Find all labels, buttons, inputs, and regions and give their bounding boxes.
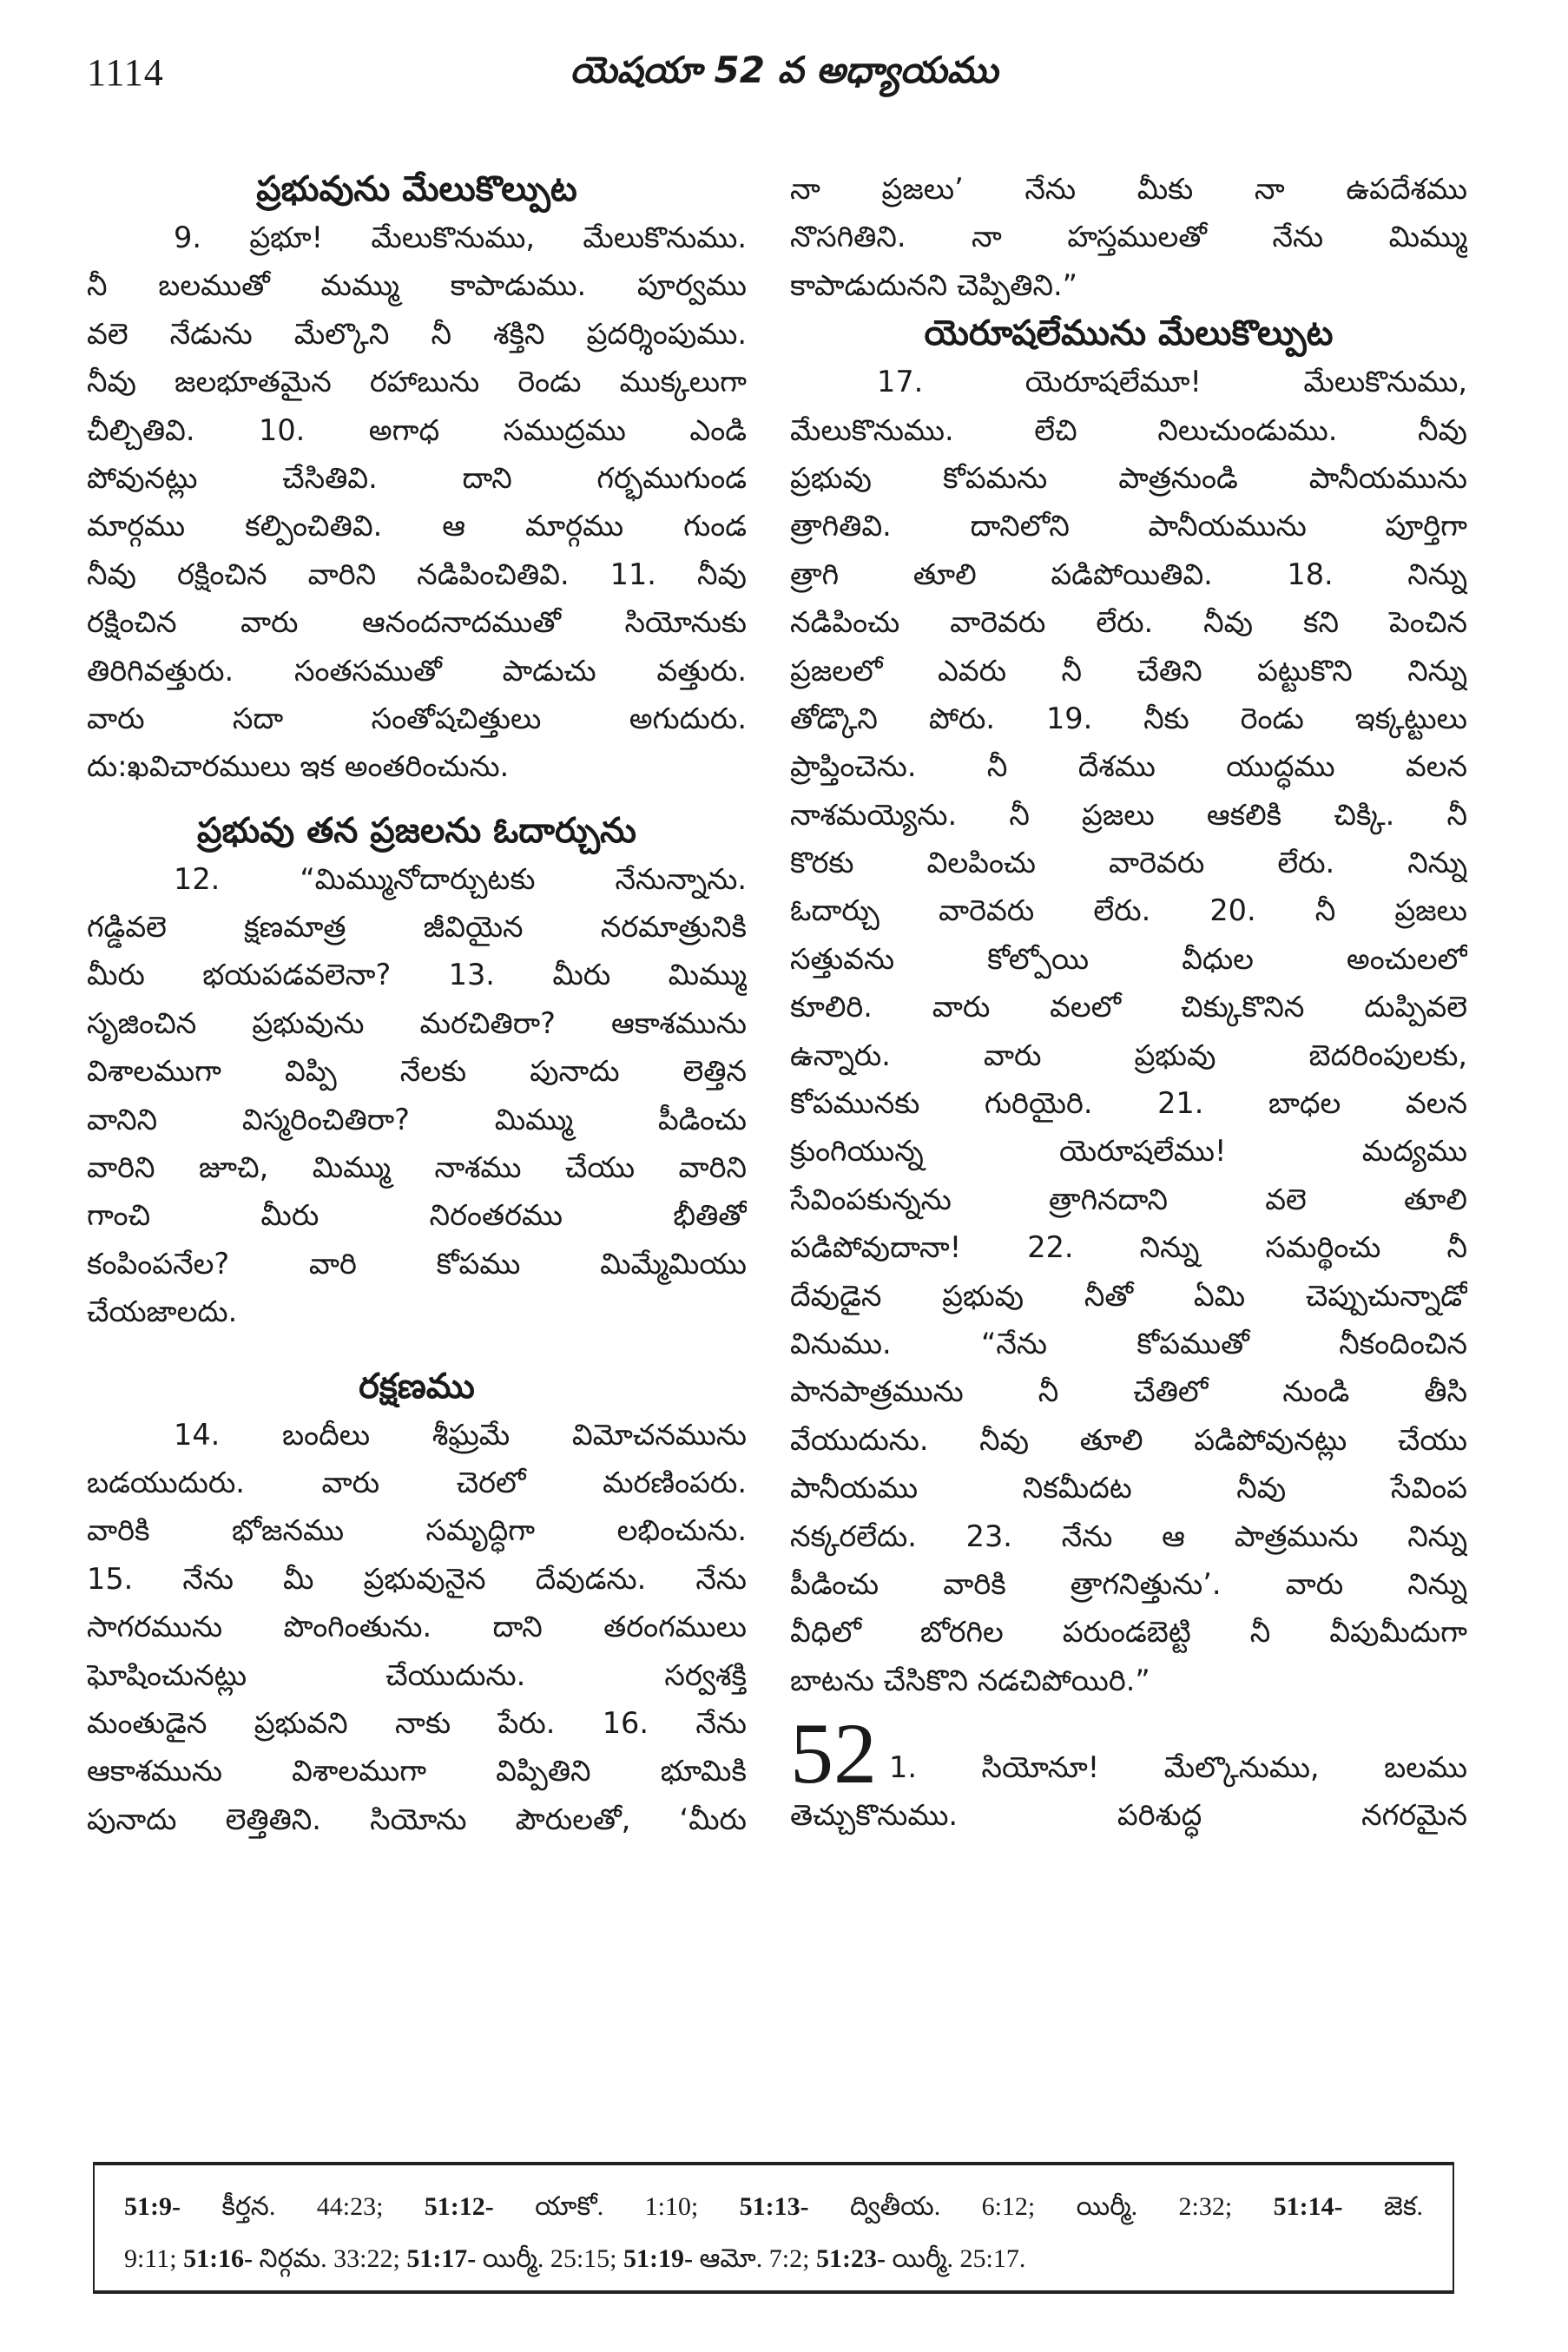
text-line: విశాలముగా విప్పి నేలకు పునాదు లెత్తిన <box>87 1054 747 1089</box>
text-line: 12. “మిమ్మునోదార్చుటకు నేనున్నాను. <box>174 861 747 896</box>
text-line: 14. బందీలు శీఘ్రమే విమోచనమును <box>174 1417 747 1452</box>
text-block <box>87 855 747 1336</box>
section-heading: ప్రభువును మేలుకొల్పుట <box>256 169 577 209</box>
text-line: ఓదార్చు వారెవరు లేరు. 20. నీ ప్రజలు <box>790 893 1467 928</box>
text-line: తిరిగివత్తురు. సంతసముతో పాడుచు వత్తురు. <box>87 653 747 688</box>
text-line: గడ్డివలె క్షణమాత్ర జీవియైన నరమాత్రునికి <box>87 910 747 945</box>
text-line: బడయుదురు. వారు చెరలో మరణింపరు. <box>87 1465 747 1499</box>
verse-reference: 51:16- <box>183 2244 254 2273</box>
text-line: దేవుడైన ప్రభువు నీతో ఏమి చెప్పుచున్నాడో <box>790 1278 1467 1313</box>
text-block <box>790 358 1467 1704</box>
text-line: పునాదు లెత్తితిని. సియోను పౌరులతో, ‘మీరు <box>87 1802 747 1836</box>
text-line: మార్గము కల్పించితివి. ఆ మార్గము గుండ <box>87 509 747 544</box>
reference-text: యాకో. 1:10; <box>493 2192 740 2221</box>
text-line: సేవింపకున్నను త్రాగినదాని వలె తూలి <box>790 1182 1467 1216</box>
verse-reference: 51:19- <box>623 2244 693 2273</box>
text-line: కంపింపనేల? వారి కోపము మిమ్మేమియు <box>87 1246 747 1281</box>
verse-reference: 51:12- <box>424 2192 494 2221</box>
text-line: పానీయము నికమీదట నీవు సేవింప <box>790 1471 1467 1505</box>
running-title: యెషయా 52 వ అధ్యాయము <box>570 49 998 91</box>
text-line: వానిని విస్మరించితిరా? మిమ్ము పీడించు <box>87 1102 747 1136</box>
chapter-start <box>790 1705 1467 1802</box>
section-heading: ప్రభువు తన ప్రజలను ఓదార్చును <box>197 810 636 851</box>
text-line: 9. ప్రభూ! మేలుకొనుము, మేలుకొనుము. <box>174 221 747 254</box>
text-line: నడిపించు వారెవరు లేరు. నీవు కని పెంచిన <box>790 605 1467 640</box>
text-line: పానపాత్రమును నీ చేతిలో నుండి తీసి <box>790 1374 1467 1409</box>
reference-text: 9:11; <box>124 2244 184 2273</box>
text-line: పోవునట్లు చేసితివి. దాని గర్భముగుండ <box>87 460 747 495</box>
verse-reference: 51:17- <box>406 2244 477 2273</box>
reference-text: నిర్గమ. 33:22; <box>253 2244 407 2273</box>
text-line: 15. నేను మీ ప్రభువునైన దేవుడను. నేను <box>87 1561 747 1596</box>
text-line: నాశమయ్యెను. నీ ప్రజలు ఆకలికి చిక్కి. నీ <box>790 797 1467 832</box>
text-block <box>87 1411 747 1844</box>
text-block <box>790 1791 1467 1839</box>
chapter-number: 52 <box>790 1705 877 1802</box>
text-line: రక్షించిన వారు ఆనందనాదముతో సియోనుకు <box>87 605 747 640</box>
text-line: ఉన్నారు. వారు ప్రభువు బెదరింపులకు, <box>790 1038 1467 1072</box>
reference-text: ఆమో. 7:2; <box>692 2244 816 2273</box>
text-line: వలె నేడును మేల్కొని నీ శక్తిని ప్రదర్శింపుము. <box>87 316 747 351</box>
text-line: ఘోషించునట్లు చేయుదును. సర్వశక్తి <box>87 1657 747 1692</box>
text-line: నీవు జలభూతమైన రహాబును రెండు ముక్కలుగా <box>87 365 747 399</box>
section-heading: రక్షణము <box>359 1366 475 1407</box>
text-line: చేయజాలదు. <box>87 1295 238 1329</box>
text-block <box>87 214 747 791</box>
text-line: గాంచి మీరు నిరంతరము భీతితో <box>87 1198 747 1233</box>
text-line: ప్రజలలో ఎవరు నీ చేతిని పట్టుకొని నిన్ను <box>790 653 1467 688</box>
reference-text: యిర్మీ. 25:15; <box>476 2244 623 2273</box>
text-line: పీడించు వారికి త్రాగనిత్తును’. వారు నిన్ను <box>790 1566 1467 1601</box>
text-line: నా ప్రజలు’ నేను మీకు నా ఉపదేశము <box>790 172 1467 206</box>
footnote-line <box>124 2181 1423 2233</box>
verse-reference: 51:23- <box>815 2244 886 2273</box>
right-column <box>790 165 1467 1840</box>
text-line: త్రాగితివి. దానిలోని పానీయమును పూర్తిగా <box>790 509 1467 544</box>
text-line: తోడ్కొని పోరు. 19. నీకు రెండు ఇక్కట్టులు <box>790 701 1467 735</box>
text-line: దు:ఖవిచారములు ఇక అంతరించును. <box>87 749 510 784</box>
text-line: వేయుదును. నీవు తూలి పడిపోవునట్లు చేయు <box>790 1422 1467 1457</box>
text-line: చీల్చితివి. 10. అగాధ సముద్రము ఎండి <box>87 412 747 447</box>
cross-reference-box <box>93 2162 1454 2294</box>
text-line: పడిపోవుదానా! 22. నిన్ను సమర్థించు నీ <box>790 1230 1467 1265</box>
text-line: ప్రాప్తించెను. నీ దేశము యుద్ధము వలన <box>790 749 1467 784</box>
footnote-line <box>124 2233 1423 2285</box>
left-column <box>87 165 747 1843</box>
text-line: కాపాడుదునని చెప్పితిని.” <box>790 267 1077 302</box>
verse-reference: 51:14- <box>1273 2192 1343 2221</box>
text-line: బాటను చేసికొని నడచిపోయిరి.” <box>790 1663 1150 1697</box>
page-number: 1114 <box>87 51 164 94</box>
text-line: వారికి భోజనము సమృద్ధిగా లభించును. <box>87 1513 747 1548</box>
text-line: ప్రభువు కోపమను పాత్రనుండి పానీయమును <box>790 460 1467 495</box>
reference-text: జెక. <box>1342 2192 1424 2221</box>
reference-text: ద్వితీయ. 6:12; యిర్మీ. 2:32; <box>808 2192 1274 2221</box>
text-line: వారు సదా సంతోషచిత్తులు అగుదురు. <box>87 701 747 735</box>
text-line: 17. యెరూషలేమూ! మేలుకొనుము, <box>877 365 1467 399</box>
text-block <box>790 165 1467 309</box>
text-line: క్రుంగియున్న యెరూషలేము! మద్యము <box>790 1134 1467 1169</box>
text-line: నీవు రక్షించిన వారిని నడిపించితివి. 11. నీవు <box>87 557 747 591</box>
chapter-first-line: 1. సియోనూ! మేల్కొనుము, బలము <box>889 1749 1467 1784</box>
text-line: కూలిరి. వారు వలలో చిక్కుకొనిన దుప్పివలె <box>790 990 1467 1024</box>
text-line: ఆకాశమును విశాలముగా విప్పితిని భూమికి <box>87 1754 747 1789</box>
text-line: సత్తువను కోల్పోయి వీధుల అంచులలో <box>790 941 1467 976</box>
text-line: సాగరమును పొంగింతును. దాని తరంగములు <box>87 1610 747 1644</box>
reference-text: కీర్తన. 44:23; <box>180 2192 425 2221</box>
verse-reference: 51:9- <box>124 2192 181 2221</box>
text-line: మంతుడైన ప్రభువని నాకు పేరు. 16. నేను <box>87 1705 747 1740</box>
text-line: నక్కరలేదు. 23. నేను ఆ పాత్రమును నిన్ను <box>790 1519 1467 1553</box>
reference-text: యిర్మీ. 25:17. <box>885 2244 1026 2273</box>
text-line: కొరకు విలపించు వారెవరు లేరు. నిన్ను <box>790 846 1467 880</box>
text-line: నీ బలముతో మమ్ము కాపాడుము. పూర్వము <box>87 268 747 303</box>
text-line: కోపమునకు గురియైరి. 21. బాధల వలన <box>790 1086 1467 1121</box>
text-line: వీధిలో బోరగిల పరుండబెట్టి నీ వీపుమీదుగా <box>790 1615 1467 1650</box>
text-line: త్రాగి తూలి పడిపోయితివి. 18. నిన్ను <box>790 557 1467 591</box>
text-line: తెచ్చుకొనుము. పరిశుద్ధ నగరమైన <box>790 1798 1467 1833</box>
text-line: మీరు భయపడవలెనా? 13. మీరు మిమ్ము <box>87 958 747 992</box>
section-heading: యెరూషలేమును మేలుకొల్పుట <box>924 313 1334 354</box>
text-line: వారిని జూచి, మిమ్ము నాశము చేయు వారిని <box>87 1150 747 1185</box>
text-line: వినుము. “నేను కోపముతో నీకందించిన <box>790 1326 1467 1360</box>
text-line: మేలుకొనుము. లేచి నిలుచుండుము. నీవు <box>790 412 1467 447</box>
text-line: సృజించిన ప్రభువును మరచితిరా? ఆకాశమును <box>87 1005 747 1040</box>
text-line: నొసగితిని. నా హస్తములతో నేను మిమ్ము <box>790 220 1467 254</box>
verse-reference: 51:13- <box>739 2192 809 2221</box>
